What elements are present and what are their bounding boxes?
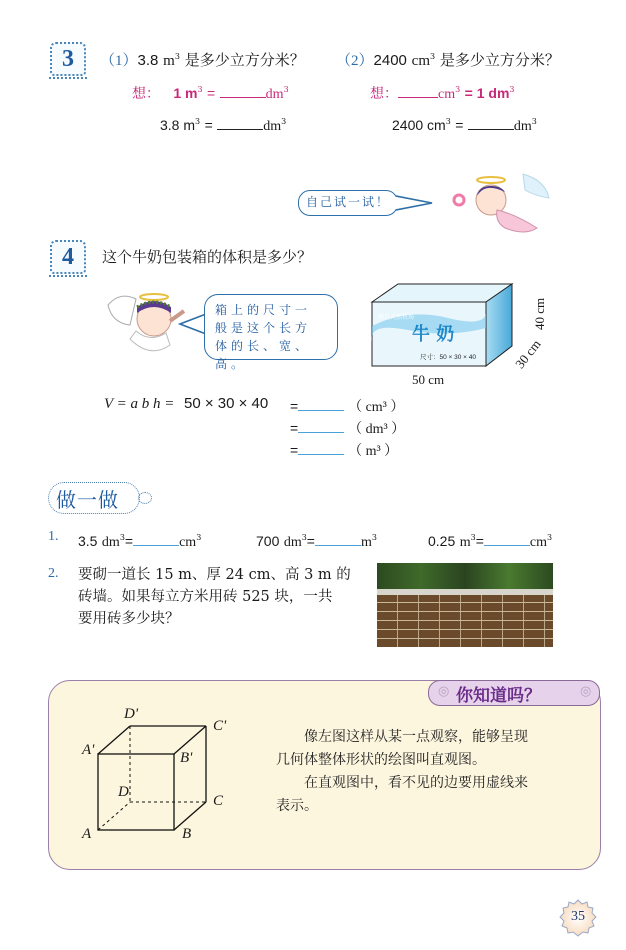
height-label: 40 cm bbox=[532, 297, 547, 330]
formula-row-m3: = （ m³ ） bbox=[290, 442, 399, 459]
volume-formula-expr: 50 × 30 × 40 bbox=[184, 395, 269, 412]
milk-box-illustration bbox=[368, 278, 558, 388]
angel-boy-illustration bbox=[100, 285, 190, 365]
vertex-label-c-prime: C' bbox=[213, 718, 227, 734]
vertex-label-c: C bbox=[213, 793, 224, 809]
q3-part2-think: 想： $cm^3 = 1$ $dm^3$ bbox=[370, 85, 515, 102]
q4-question: 这个牛奶包装箱的体积是多少？ bbox=[102, 248, 313, 266]
answer-blank[interactable] bbox=[484, 532, 530, 546]
question-number-badge: 3 bbox=[50, 42, 86, 76]
page-number: 35 bbox=[571, 909, 585, 924]
vertex-label-d-prime: D' bbox=[124, 706, 139, 722]
length-label: 50 cm bbox=[412, 372, 445, 387]
formula-row-cm3: = （ cm³ ） bbox=[290, 398, 405, 415]
vertex-label-b-prime: B' bbox=[180, 750, 193, 766]
answer-blank[interactable] bbox=[217, 116, 263, 130]
practice-title: 做一做 bbox=[56, 488, 119, 512]
answer-blank[interactable] bbox=[298, 397, 344, 411]
bubble-tail bbox=[396, 192, 436, 214]
cube-perspective-diagram bbox=[90, 720, 230, 840]
q3-part1-question: （1）3.8 $m^3$ 是多少立方分米？ bbox=[100, 51, 305, 69]
answer-blank[interactable] bbox=[298, 419, 344, 433]
answer-blank[interactable] bbox=[133, 532, 179, 546]
practice-title-knob bbox=[138, 492, 152, 504]
milk-brand-small: 源自天然牧场 bbox=[378, 315, 415, 321]
milk-brand: 牛 奶 bbox=[412, 324, 455, 345]
did-you-know-title: 你知道吗？ bbox=[456, 686, 541, 705]
answer-blank[interactable] bbox=[398, 84, 438, 98]
milk-size-label: 尺寸：50 × 30 × 40 bbox=[420, 354, 477, 361]
angel-girl-illustration bbox=[445, 170, 555, 240]
q3-part1-answer: 3.8 $m^3 = dm^3$ bbox=[160, 117, 287, 134]
title-ornament-right-icon: ◎ bbox=[580, 683, 592, 698]
exercise-1-number: 1. bbox=[48, 529, 59, 544]
exercise-2-number: 2. bbox=[48, 566, 59, 581]
exercise-1-item-1: 3.5 $dm^3= cm^3$ bbox=[78, 533, 202, 550]
vertex-label-d: D bbox=[118, 784, 129, 800]
q3-part1-think: 想： 1 $m^3 = dm^3$ bbox=[132, 85, 289, 102]
volume-formula-lhs: V = a b h = bbox=[104, 396, 175, 412]
exercise-1-item-3: 0.25 $m^3= cm^3$ bbox=[428, 533, 553, 550]
question-number-badge: 4 bbox=[50, 240, 86, 274]
formula-row-dm3: = （ dm³ ） bbox=[290, 420, 406, 437]
q3-part2-question: （2）2400 $cm^3$ 是多少立方分米？ bbox=[336, 51, 560, 69]
exercise-2-text: 要砌一道长 15 m、厚 24 cm、高 3 m 的 砖墙。如果每立方米用砖 525 块，一共 要用砖多少块？ bbox=[78, 567, 351, 627]
answer-blank[interactable] bbox=[315, 532, 361, 546]
title-ornament-left-icon: ◎ bbox=[438, 683, 450, 698]
width-label: 30 cm bbox=[512, 336, 544, 372]
try-it-speech-bubble: 自己试一试！ bbox=[298, 190, 398, 216]
vertex-label-a-prime: A' bbox=[82, 742, 95, 758]
exercise-1-item-2: 700 $dm^3= m^3$ bbox=[256, 533, 377, 550]
vertex-label-b: B bbox=[182, 826, 192, 842]
hint-speech-bubble: 箱上的尺寸一 般是这个长方 体的长、宽、高。 bbox=[204, 294, 338, 360]
did-you-know-text: 像左图这样从某一点观察，能够呈现 几何体整体形状的绘图叫直观图。 在直观图中，看不见的边要用虚线来 表示。 bbox=[276, 729, 528, 814]
answer-blank[interactable] bbox=[468, 116, 514, 130]
answer-blank[interactable] bbox=[220, 84, 266, 98]
q3-part2-answer: 2400 $cm^3 = dm^3$ bbox=[392, 117, 537, 134]
answer-blank[interactable] bbox=[298, 441, 344, 455]
vertex-label-a: A bbox=[82, 826, 92, 842]
brick-wall-photo bbox=[377, 563, 553, 647]
